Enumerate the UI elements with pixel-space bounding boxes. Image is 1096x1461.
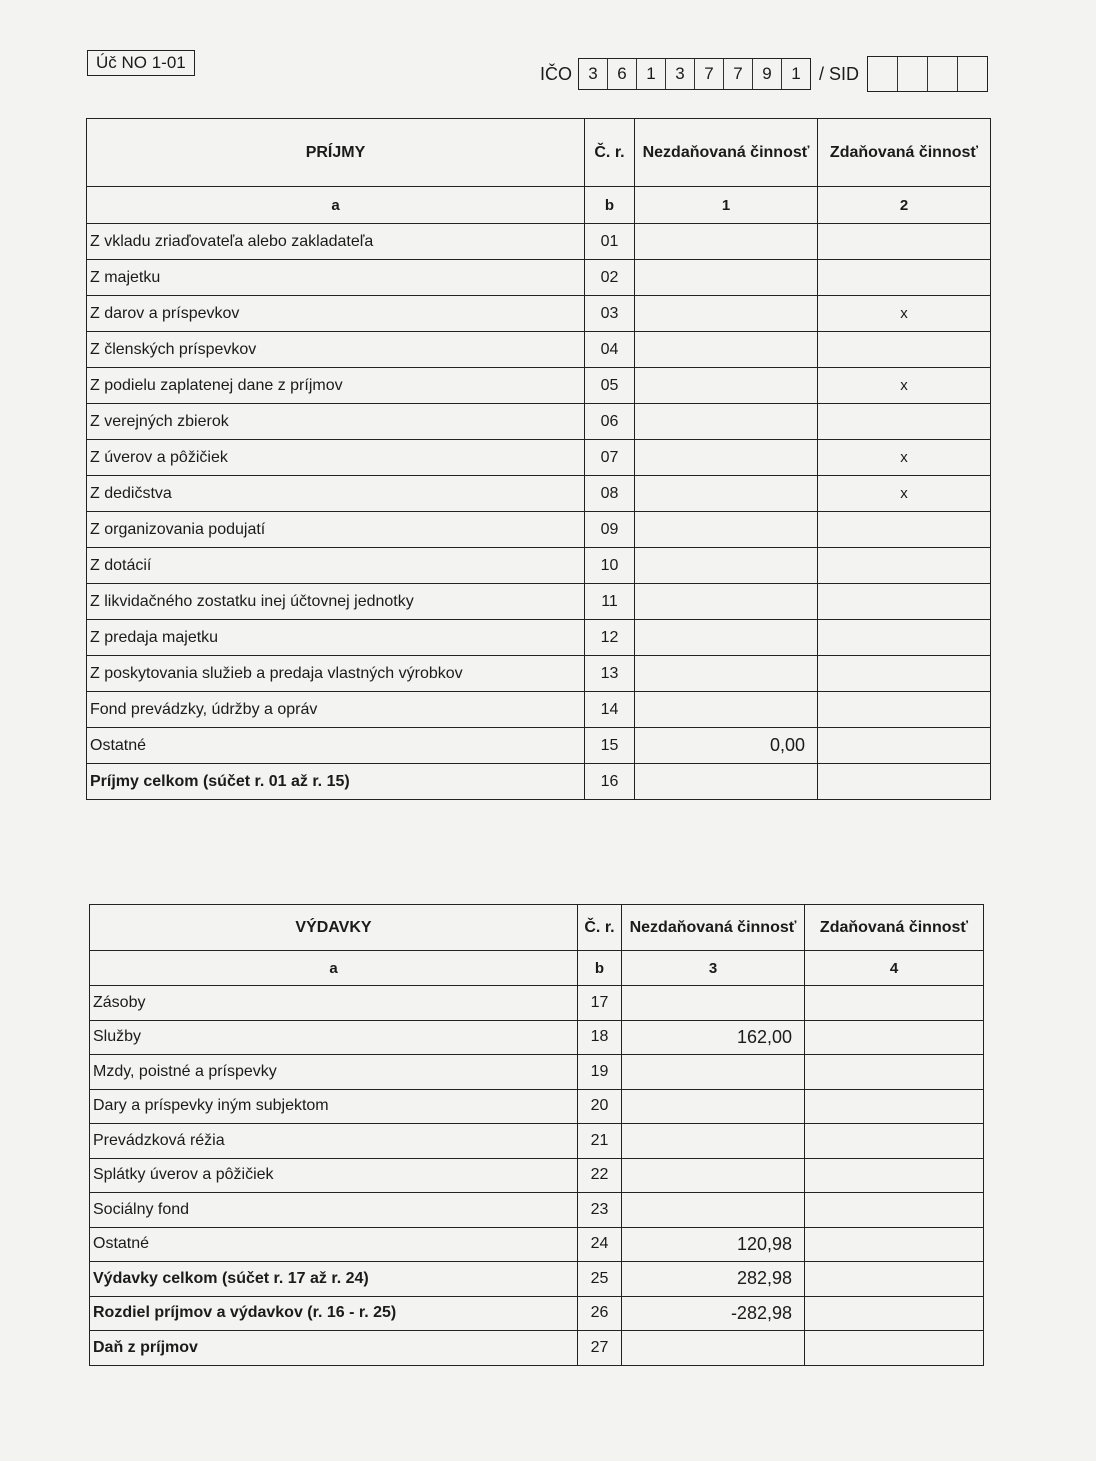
row-number: 13	[585, 656, 635, 692]
value-cell-v3[interactable]: 282,98	[622, 1262, 805, 1297]
table-row	[90, 1331, 984, 1366]
value-cell-v2[interactable]	[818, 404, 991, 440]
income-sub-1: 1	[635, 187, 818, 224]
ico-digit[interactable]: 3	[579, 59, 608, 89]
value-cell-v4[interactable]	[805, 1262, 984, 1297]
table-row	[87, 764, 991, 800]
row-label: Z likvidačného zostatku inej účtovnej jednotky	[87, 584, 585, 620]
table-row	[87, 296, 991, 332]
row-label: Prevádzková réžia	[90, 1124, 578, 1159]
value-cell-v4[interactable]	[805, 1020, 984, 1055]
income-col2: Zdaňovaná činnosť	[818, 119, 991, 187]
value-cell-v4[interactable]	[805, 1055, 984, 1090]
ico-digit[interactable]: 7	[695, 59, 724, 89]
expense-col3: Nezdaňovaná činnosť	[622, 905, 805, 951]
table-row	[90, 1089, 984, 1124]
row-label: Z dotácií	[87, 548, 585, 584]
value-cell-v2[interactable]	[818, 656, 991, 692]
row-number: 18	[578, 1020, 622, 1055]
expense-sub-row	[90, 951, 984, 986]
value-cell-v1[interactable]	[635, 548, 818, 584]
row-label: Dary a príspevky iným subjektom	[90, 1089, 578, 1124]
value-cell-v3[interactable]	[622, 1124, 805, 1159]
value-cell-v3[interactable]	[622, 1331, 805, 1366]
row-number: 16	[585, 764, 635, 800]
row-label: Príjmy celkom (súčet r. 01 až r. 15)	[87, 764, 585, 800]
table-row	[87, 404, 991, 440]
row-label: Výdavky celkom (súčet r. 17 až r. 24)	[90, 1262, 578, 1297]
table-row	[87, 512, 991, 548]
row-label: Mzdy, poistné a príspevky	[90, 1055, 578, 1090]
expense-sub-3: 3	[622, 951, 805, 986]
row-label: Z poskytovania služieb a predaja vlastných výrobkov	[87, 656, 585, 692]
ico-digit[interactable]: 1	[791, 64, 801, 83]
table-row	[87, 260, 991, 296]
table-row	[87, 656, 991, 692]
table-row	[87, 476, 991, 512]
row-label: Daň z príjmov	[90, 1331, 578, 1366]
value-cell-v1[interactable]	[635, 296, 818, 332]
row-number: 20	[578, 1089, 622, 1124]
table-row	[90, 1158, 984, 1193]
row-number: 10	[585, 548, 635, 584]
value-cell-v2[interactable]	[818, 224, 991, 260]
ico-digit[interactable]: 3	[666, 59, 695, 89]
value-cell-v2[interactable]: x	[818, 476, 991, 512]
income-sub-b: b	[585, 187, 635, 224]
ico-digit[interactable]: 9	[753, 59, 782, 89]
income-body	[87, 224, 991, 800]
value-cell-v1[interactable]	[635, 224, 818, 260]
value-cell-v1[interactable]	[635, 584, 818, 620]
sid-digit[interactable]	[928, 57, 958, 91]
value-cell-v4[interactable]	[805, 986, 984, 1021]
income-header-row	[87, 119, 991, 187]
value-cell-v3[interactable]	[622, 1193, 805, 1228]
row-number: 11	[585, 584, 635, 620]
row-label: Z podielu zaplatenej dane z príjmov	[87, 368, 585, 404]
row-label: Z organizovania podujatí	[87, 512, 585, 548]
row-number: 04	[585, 332, 635, 368]
value-cell-v4[interactable]	[805, 1296, 984, 1331]
row-label: Z vkladu zriaďovateľa alebo zakladateľa	[87, 224, 585, 260]
value-cell-v2[interactable]	[818, 260, 991, 296]
table-row	[87, 440, 991, 476]
row-label: Z členských príspevkov	[87, 332, 585, 368]
row-number: 22	[578, 1158, 622, 1193]
expense-title: VÝDAVKY	[90, 905, 578, 951]
row-label: Z verejných zbierok	[87, 404, 585, 440]
value-cell-v3[interactable]: 120,98	[622, 1227, 805, 1262]
form-code: Úč NO 1-01	[87, 50, 195, 76]
ico-digit[interactable]: 1	[637, 59, 666, 89]
value-cell-v1[interactable]	[635, 476, 818, 512]
row-label: Sociálny fond	[90, 1193, 578, 1228]
value-cell-v2[interactable]	[818, 764, 991, 800]
value-cell-v1[interactable]	[635, 404, 818, 440]
row-label: Z úverov a pôžičiek	[87, 440, 585, 476]
table-row	[90, 1262, 984, 1297]
row-label: Z dedičstva	[87, 476, 585, 512]
income-sub-2: 2	[818, 187, 991, 224]
table-row	[90, 1055, 984, 1090]
sid-cells	[867, 56, 988, 92]
value-cell-v4[interactable]	[805, 1158, 984, 1193]
sid-digit[interactable]	[868, 57, 898, 91]
income-sub-a: a	[87, 187, 585, 224]
value-cell-v3[interactable]	[622, 1089, 805, 1124]
expense-col4: Zdaňovaná činnosť	[805, 905, 984, 951]
row-number: 03	[585, 296, 635, 332]
value-cell-v2[interactable]: x	[818, 368, 991, 404]
value-cell-v2[interactable]	[818, 332, 991, 368]
ico-digit[interactable]: 6	[608, 59, 637, 89]
expense-table	[89, 904, 984, 1366]
row-number: 23	[578, 1193, 622, 1228]
table-row	[87, 368, 991, 404]
expense-body	[90, 986, 984, 1366]
row-number: 15	[585, 728, 635, 764]
value-cell-v1[interactable]	[635, 440, 818, 476]
expense-header-row	[90, 905, 984, 951]
row-number: 14	[585, 692, 635, 728]
value-cell-v2[interactable]	[818, 512, 991, 548]
row-number: 27	[578, 1331, 622, 1366]
row-number: 24	[578, 1227, 622, 1262]
row-label: Splátky úverov a pôžičiek	[90, 1158, 578, 1193]
value-cell-v3[interactable]	[622, 1158, 805, 1193]
row-label: Z majetku	[87, 260, 585, 296]
row-number: 07	[585, 440, 635, 476]
row-label: Rozdiel príjmov a výdavkov (r. 16 - r. 25)	[90, 1296, 578, 1331]
value-cell-v3[interactable]	[622, 986, 805, 1021]
expense-sub-4: 4	[805, 951, 984, 986]
value-cell-v2[interactable]	[818, 620, 991, 656]
table-row	[87, 332, 991, 368]
row-label: Ostatné	[87, 728, 585, 764]
row-number: 21	[578, 1124, 622, 1159]
income-title: PRÍJMY	[87, 119, 585, 187]
value-cell-v2[interactable]	[818, 548, 991, 584]
table-row	[90, 1296, 984, 1331]
row-number: 05	[585, 368, 635, 404]
expense-sub-a: a	[90, 951, 578, 986]
row-number: 09	[585, 512, 635, 548]
row-number: 26	[578, 1296, 622, 1331]
value-cell-v4[interactable]	[805, 1193, 984, 1228]
income-table	[86, 118, 991, 800]
table-row	[90, 986, 984, 1021]
ico-label: IČO	[540, 63, 573, 84]
table-row	[90, 1020, 984, 1055]
value-cell-v1[interactable]	[635, 620, 818, 656]
row-label: Z darov a príspevkov	[87, 296, 585, 332]
value-cell-v1[interactable]: 0,00	[635, 728, 818, 764]
value-cell-v4[interactable]	[805, 1227, 984, 1262]
value-cell-v4[interactable]	[805, 1124, 984, 1159]
table-row	[87, 584, 991, 620]
row-label: Služby	[90, 1020, 578, 1055]
table-row	[87, 692, 991, 728]
value-cell-v4[interactable]	[805, 1089, 984, 1124]
table-row	[90, 1193, 984, 1228]
row-label: Zásoby	[90, 986, 578, 1021]
value-cell-v3[interactable]: 162,00	[622, 1020, 805, 1055]
expense-col-nr: Č. r.	[578, 905, 622, 951]
row-number: 08	[585, 476, 635, 512]
table-row	[87, 224, 991, 260]
row-label: Ostatné	[90, 1227, 578, 1262]
table-row	[87, 620, 991, 656]
value-cell-v1[interactable]	[635, 764, 818, 800]
row-number: 19	[578, 1055, 622, 1090]
value-cell-v1[interactable]	[635, 656, 818, 692]
row-number: 25	[578, 1262, 622, 1297]
sid-digit[interactable]	[958, 57, 987, 91]
row-number: 01	[585, 224, 635, 260]
table-row	[90, 1227, 984, 1262]
sid-label: / SID	[819, 63, 860, 84]
income-col-nr: Č. r.	[585, 119, 635, 187]
sid-digit[interactable]	[898, 57, 928, 91]
value-cell-v2[interactable]: x	[818, 296, 991, 332]
expense-sub-b: b	[578, 951, 622, 986]
ico-digit[interactable]: 7	[724, 59, 753, 89]
income-sub-row	[87, 187, 991, 224]
value-cell-v1[interactable]	[635, 260, 818, 296]
value-cell-v1[interactable]	[635, 368, 818, 404]
value-cell-v2[interactable]: x	[818, 440, 991, 476]
ico-cells	[578, 58, 811, 90]
value-cell-v3[interactable]	[622, 1055, 805, 1090]
row-number: 17	[578, 986, 622, 1021]
income-col1: Nezdaňovaná činnosť	[635, 119, 818, 187]
value-cell-v2[interactable]	[818, 584, 991, 620]
row-number: 12	[585, 620, 635, 656]
table-row	[90, 1124, 984, 1159]
value-cell-v2[interactable]	[818, 692, 991, 728]
row-number: 02	[585, 260, 635, 296]
value-cell-v4[interactable]	[805, 1331, 984, 1366]
table-row	[87, 548, 991, 584]
value-cell-v1[interactable]	[635, 512, 818, 548]
row-label: Z predaja majetku	[87, 620, 585, 656]
value-cell-v3[interactable]: -282,98	[622, 1296, 805, 1331]
row-label: Fond prevádzky, údržby a opráv	[87, 692, 585, 728]
value-cell-v1[interactable]	[635, 692, 818, 728]
table-row	[87, 728, 991, 764]
ico-block	[540, 56, 988, 92]
value-cell-v2[interactable]	[818, 728, 991, 764]
row-number: 06	[585, 404, 635, 440]
value-cell-v1[interactable]	[635, 332, 818, 368]
